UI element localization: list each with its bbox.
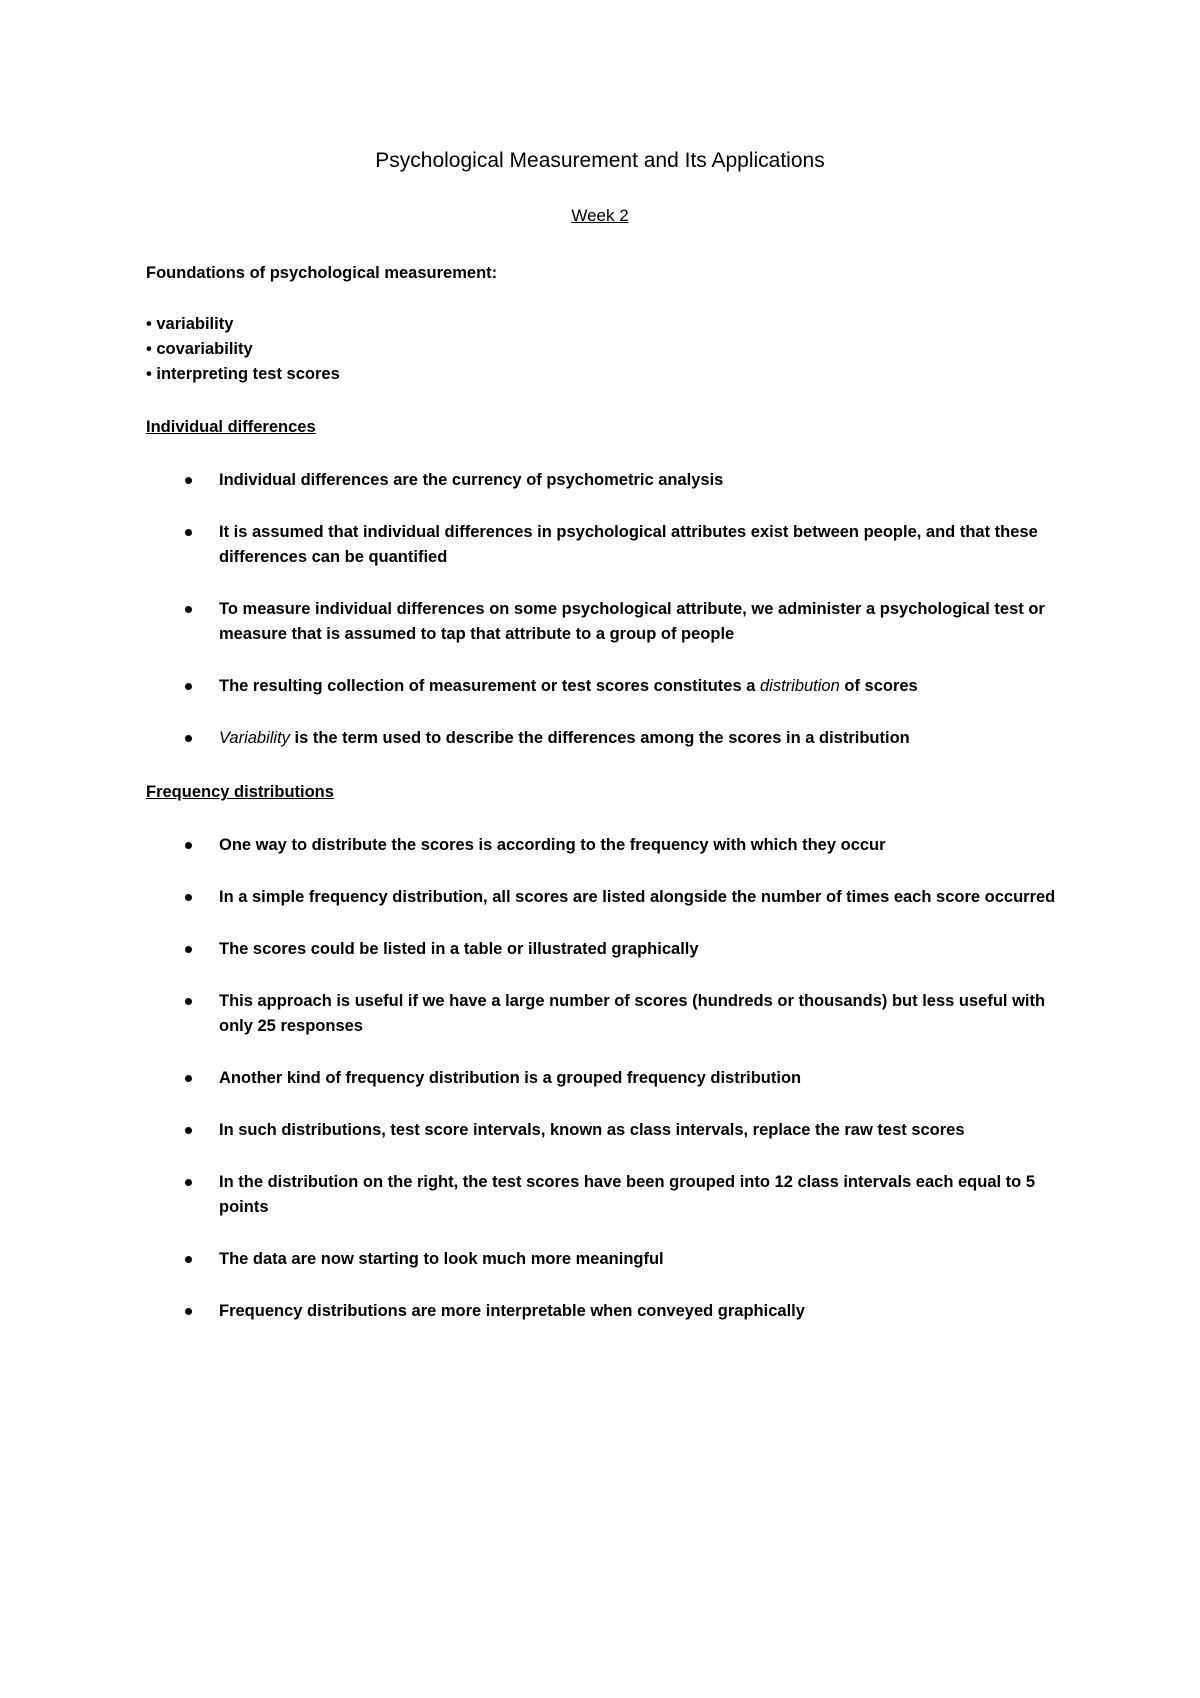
list-item: • variability (146, 315, 234, 333)
bullet-icon (185, 606, 192, 613)
list-item: • interpreting test scores (146, 365, 340, 383)
list-item (146, 1299, 1066, 1324)
list-item-text: Individual differences are the currency of psychometric analysis (219, 471, 724, 489)
frequency-distributions-list (146, 833, 1066, 1351)
list-item-text: Frequency distributions are more interpretable when conveyed graphically (219, 1302, 805, 1320)
bullet-icon (185, 477, 192, 484)
list-item-text: In a simple frequency distribution, all scores are listed alongside the number of times each score occurred (219, 888, 1056, 906)
emphasis-text: distribution (759, 677, 840, 695)
list-item (146, 989, 1066, 1039)
section-heading-individual-differences: Individual differences (146, 418, 316, 436)
list-item (146, 674, 1066, 699)
bullet-icon (185, 1075, 192, 1082)
emphasis-text: Variability (219, 729, 290, 747)
bullet-icon (185, 1256, 192, 1263)
document-title: Psychological Measurement and Its Applications (375, 149, 825, 172)
bullet-icon (185, 683, 192, 690)
bullet-icon (185, 998, 192, 1005)
list-item (146, 937, 1066, 962)
list-item (146, 1170, 1066, 1220)
section-heading-frequency-distributions: Frequency distributions (146, 783, 334, 801)
bullet-icon (185, 735, 192, 742)
list-item-text: One way to distribute the scores is according to the frequency with which they occur (219, 836, 886, 854)
list-item: • covariability (146, 340, 253, 358)
week-label: Week 2 (571, 206, 629, 225)
bullet-icon (185, 946, 192, 953)
bullet-icon (185, 1127, 192, 1134)
list-item-text: The data are now starting to look much more meaningful (219, 1250, 664, 1268)
list-item-text-after: is the term used to describe the differences among the scores in a distribution (289, 729, 910, 747)
bullet-icon (185, 894, 192, 901)
bullet-icon (185, 529, 192, 536)
list-item (146, 1066, 1066, 1091)
list-item (146, 1118, 1066, 1143)
bullet-icon (185, 1179, 192, 1186)
foundations-list (146, 312, 340, 387)
bullet-icon (185, 1308, 192, 1315)
list-item (146, 833, 1066, 858)
individual-differences-list (146, 468, 1066, 778)
list-item-text: To measure individual differences on some psychological attribute, we administer a psychological test or measure that is assumed to tap that attribute to a group of people (219, 600, 1045, 643)
list-item (146, 520, 1066, 570)
list-item-text-after: of scores (839, 677, 918, 695)
list-item-text: The scores could be listed in a table or illustrated graphically (219, 940, 699, 958)
list-item-text: It is assumed that individual differences in psychological attributes exist between people, and that these differences can be quantified (219, 523, 1038, 566)
list-item (146, 597, 1066, 647)
list-item-text: In such distributions, test score intervals, known as class intervals, replace the raw test scores (219, 1121, 965, 1139)
list-item-text: This approach is useful if we have a large number of scores (hundreds or thousands) but less useful with only 25 responses (219, 992, 1046, 1035)
list-item-text: In the distribution on the right, the test scores have been grouped into 12 class intervals each equal to 5 points (219, 1173, 1036, 1216)
list-item (146, 1247, 1066, 1272)
list-item-text: Another kind of frequency distribution is a grouped frequency distribution (219, 1069, 802, 1087)
foundations-heading: Foundations of psychological measurement: (146, 264, 498, 282)
list-item (146, 468, 1066, 493)
bullet-icon (185, 842, 192, 849)
list-item (146, 726, 1066, 751)
list-item-text-before: The resulting collection of measurement or test scores constitutes a (219, 677, 760, 695)
list-item (146, 885, 1066, 910)
